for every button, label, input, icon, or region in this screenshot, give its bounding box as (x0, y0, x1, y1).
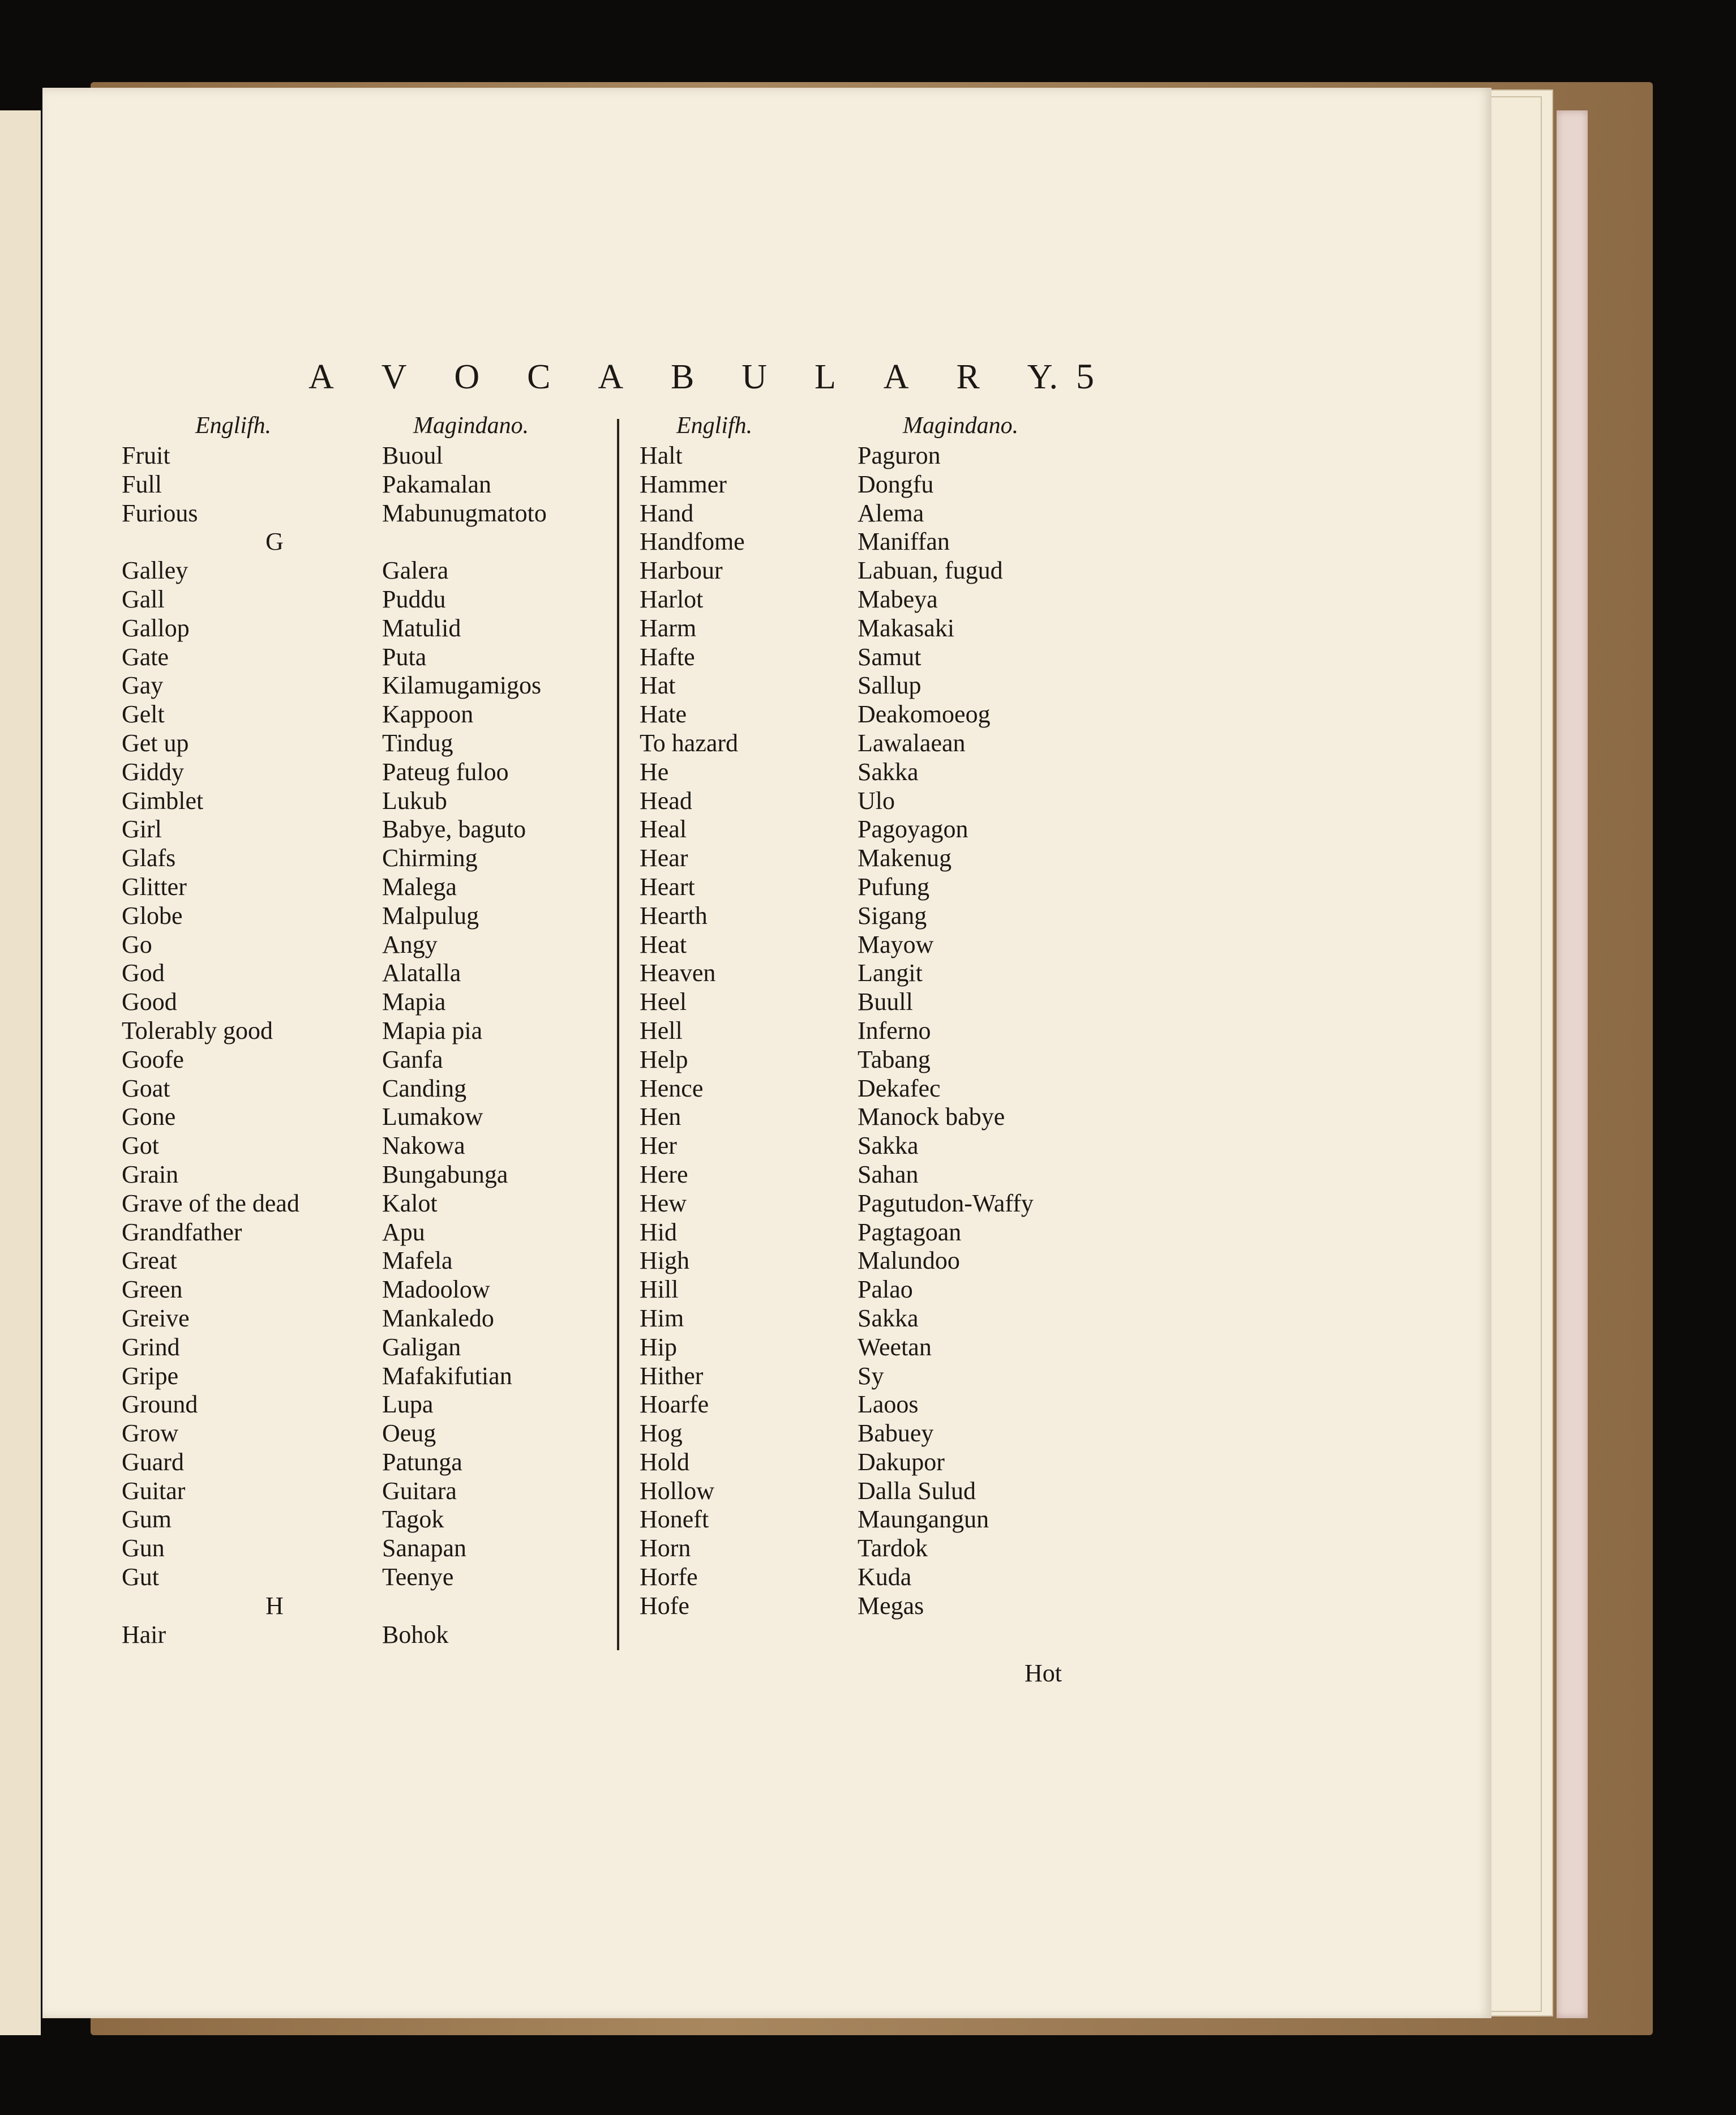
right-magindano-heading: Magindano. (903, 413, 1019, 439)
vocabulary-entry (0, 499, 1132, 528)
english-word: Hip (640, 1333, 677, 1361)
magindano-word: Nakowa (382, 1132, 465, 1160)
magindano-word: Makenug (858, 844, 952, 872)
title-letter: V (381, 358, 408, 396)
english-word: Great (122, 1247, 177, 1275)
english-word: Honeft (640, 1505, 709, 1534)
vocabulary-entry (0, 643, 1132, 672)
english-word: Horn (640, 1534, 691, 1562)
english-word: Heal (640, 815, 687, 844)
right-english-heading: Englifh. (676, 413, 753, 439)
english-word: He (640, 757, 669, 786)
english-word: Harm (640, 614, 697, 642)
magindano-word: Pufung (858, 872, 930, 901)
magindano-word: Sakka (858, 1304, 919, 1332)
magindano-word: Labuan, fugud (858, 556, 1003, 585)
magindano-word: Buoul (382, 442, 443, 469)
marbled-endpaper (1557, 110, 1588, 2018)
vocabulary-entry (0, 815, 1132, 844)
english-word: Get up (122, 729, 189, 757)
english-word: Grandfather (122, 1218, 242, 1246)
vocabulary-entry (0, 671, 1132, 700)
magindano-word: Galera (382, 556, 449, 585)
magindano-word: Dongfu (858, 470, 934, 498)
magindano-word: Kuda (858, 1563, 912, 1591)
magindano-word: Malega (382, 872, 457, 901)
magindano-word: Madoolow (382, 1275, 490, 1304)
english-word: Handfome (640, 528, 745, 556)
english-word: Hew (640, 1189, 687, 1217)
english-word: Guard (122, 1448, 184, 1476)
vocabulary-entry (0, 585, 1132, 614)
title-letter: A (883, 358, 910, 396)
magindano-word: Manock babye (858, 1103, 1005, 1131)
english-word: Hate (640, 700, 687, 729)
english-word: Glitter (122, 872, 187, 901)
english-word: Gallop (122, 614, 190, 642)
magindano-word: Tindug (382, 729, 453, 757)
english-word: Heel (640, 988, 687, 1016)
english-word: Full (122, 470, 162, 498)
magindano-word: Lupa (382, 1390, 434, 1419)
magindano-word: Makasaki (858, 614, 955, 642)
vocabulary-entry (0, 988, 1132, 1017)
english-word: High (640, 1247, 689, 1275)
magindano-word: Angy (382, 930, 438, 958)
magindano-word: Mafakifutian (382, 1362, 512, 1390)
magindano-word: Patunga (382, 1448, 462, 1476)
english-word: Grain (122, 1160, 179, 1188)
english-word: Hell (640, 1016, 683, 1044)
english-word: Gripe (122, 1362, 179, 1390)
magindano-word: Ulo (858, 786, 895, 815)
magindano-word: Palao (858, 1275, 913, 1304)
vocabulary-entry (0, 1161, 1132, 1189)
magindano-word: Weetan (858, 1333, 932, 1361)
vocabulary-entry (0, 1218, 1132, 1247)
english-word: Gay (122, 671, 164, 700)
magindano-word: Ganfa (382, 1045, 443, 1073)
title-letter: A (598, 358, 625, 396)
title-letter: Y. (1027, 358, 1059, 396)
magindano-word: Deakomoeog (858, 700, 991, 729)
magindano-word: Dekafec (858, 1074, 941, 1102)
running-header (308, 356, 1095, 397)
title-letter: L (814, 358, 837, 396)
magindano-word: Mapia (382, 988, 446, 1016)
magindano-word: Mabunugmatoto (382, 499, 547, 527)
magindano-word: Sy (858, 1362, 884, 1390)
magindano-word: Mankaledo (382, 1304, 494, 1332)
vocabulary-entry (0, 614, 1132, 643)
english-word: Hither (640, 1362, 704, 1390)
english-word: Fruit (122, 442, 170, 469)
magindano-word: Lukub (382, 786, 447, 815)
english-word: Hog (640, 1419, 683, 1448)
vocabulary-entry (0, 902, 1132, 931)
magindano-word: Tardok (858, 1534, 928, 1562)
vocabulary-entry (0, 442, 1132, 470)
magindano-word: Apu (382, 1218, 425, 1246)
english-word: Hat (640, 671, 676, 700)
magindano-word: Guitara (382, 1476, 457, 1505)
magindano-word: Maungangun (858, 1505, 989, 1534)
english-word: Giddy (122, 757, 184, 786)
english-word: Green (122, 1275, 183, 1304)
vocabulary-entry (0, 470, 1132, 499)
english-word: Here (640, 1160, 688, 1188)
english-word: Hear (640, 844, 688, 872)
vocabulary-entry (0, 1592, 1132, 1621)
magindano-word: Chirming (382, 844, 478, 872)
vocabulary-entry (0, 1505, 1132, 1534)
english-word: Guitar (122, 1476, 186, 1505)
english-word: Halt (640, 442, 683, 469)
magindano-word: Mapia pia (382, 1016, 483, 1044)
english-word: Help (640, 1045, 688, 1073)
section-letter-text: H (265, 1591, 284, 1620)
english-word: Gall (122, 585, 165, 613)
english-word: Hofe (640, 1591, 689, 1620)
english-word: Hollow (640, 1476, 714, 1505)
vocabulary-entry (0, 528, 1132, 556)
english-word: Her (640, 1132, 677, 1160)
title-letter: U (741, 358, 769, 396)
vocabulary-entry (0, 873, 1132, 902)
vocabulary-entry (0, 1419, 1132, 1448)
right-vocabulary-column (0, 442, 1132, 1621)
english-word: Hid (640, 1218, 677, 1246)
english-word: Grave of the dead (122, 1189, 299, 1217)
magindano-word: Pateug fuloo (382, 757, 509, 786)
magindano-word: Mayow (858, 930, 934, 958)
english-word: Globe (122, 901, 183, 930)
english-word: Gut (122, 1563, 159, 1591)
english-word: Greive (122, 1304, 190, 1332)
vocabulary-entry (0, 959, 1132, 988)
english-word: Go (122, 930, 152, 958)
left-english-heading: Englifh. (195, 413, 272, 439)
magindano-word: Inferno (858, 1016, 931, 1044)
english-word: Grind (122, 1333, 180, 1361)
english-word: Gimblet (122, 786, 204, 815)
english-word: Galley (122, 556, 188, 585)
page-title (308, 357, 1076, 397)
magindano-word: Tabang (858, 1045, 931, 1073)
vocabulary-entry (0, 1046, 1132, 1074)
magindano-word: Mabeya (858, 585, 938, 613)
english-word: Girl (122, 815, 162, 844)
english-word: Hand (640, 499, 694, 527)
english-word: Hammer (640, 470, 727, 498)
english-word: To hazard (640, 729, 739, 757)
vocabulary-entry (0, 1132, 1132, 1161)
english-word: Good (122, 988, 177, 1016)
magindano-word: Dalla Sulud (858, 1476, 976, 1505)
english-word: Heat (640, 930, 687, 958)
vocabulary-entry (0, 787, 1132, 816)
english-word: Hoarfe (640, 1390, 709, 1419)
english-word: Gelt (122, 700, 165, 729)
vocabulary-entry (0, 1534, 1132, 1563)
english-word: Grow (122, 1419, 179, 1448)
magindano-word: Tagok (382, 1505, 444, 1534)
vocabulary-entry (0, 1017, 1132, 1046)
magindano-word: Dakupor (858, 1448, 945, 1476)
english-word: Him (640, 1304, 684, 1332)
vocabulary-entry (0, 1074, 1132, 1103)
magindano-word: Sanapan (382, 1534, 467, 1562)
magindano-word: Galigan (382, 1333, 461, 1361)
vocabulary-entry (0, 758, 1132, 787)
catchword: Hot (1025, 1659, 1062, 1687)
english-word: Hold (640, 1448, 689, 1476)
magindano-word: Puddu (382, 585, 446, 613)
vocabulary-entry (0, 1275, 1132, 1304)
magindano-word: Pagoyagon (858, 815, 968, 844)
english-word: Hill (640, 1275, 679, 1304)
vocabulary-entry (0, 1563, 1132, 1592)
title-letter: C (527, 358, 552, 396)
vocabulary-entry (0, 1103, 1132, 1132)
magindano-word: Canding (382, 1074, 467, 1102)
magindano-word: Bungabunga (382, 1160, 508, 1188)
vocabulary-entry (0, 1304, 1132, 1333)
title-letter: O (454, 358, 481, 396)
vocabulary-entry (0, 1621, 617, 1650)
english-word: Goofe (122, 1045, 184, 1073)
english-word: Goat (122, 1074, 170, 1102)
magindano-word: Sakka (858, 757, 919, 786)
magindano-word: Pakamalan (382, 470, 492, 498)
magindano-word: Laoos (858, 1390, 919, 1419)
magindano-word: Pagtagoan (858, 1218, 962, 1246)
vocabulary-entry (0, 1362, 1132, 1391)
magindano-word: Sallup (858, 671, 921, 700)
english-word: Gun (122, 1534, 165, 1562)
section-letter-text: G (265, 528, 284, 556)
vocabulary-entry (0, 1189, 1132, 1218)
vocabulary-entry (0, 1477, 1132, 1506)
magindano-word: Babuey (858, 1419, 934, 1448)
magindano-word: Malpulug (382, 901, 479, 930)
english-word: Got (122, 1132, 159, 1160)
english-word: Furious (122, 499, 198, 527)
vocabulary-entry (0, 844, 1132, 873)
magindano-word: Lawalaean (858, 729, 966, 757)
english-word: Hafte (640, 643, 695, 671)
magindano-word: Bohok (382, 1620, 449, 1649)
english-word: Tolerably good (122, 1016, 273, 1044)
vocabulary-entry (0, 700, 1132, 729)
vocabulary-entry (0, 1247, 1132, 1275)
vocabulary-entry (0, 1448, 1132, 1477)
magindano-word: Matulid (382, 614, 461, 642)
title-letter: B (671, 358, 696, 396)
magindano-word: Sahan (858, 1160, 919, 1188)
magindano-word: Megas (858, 1591, 924, 1620)
english-word: Heaven (640, 959, 716, 987)
english-word: Horfe (640, 1563, 698, 1591)
english-word: Heart (640, 872, 695, 901)
vocabulary-entry (0, 931, 1132, 960)
magindano-word: Babye, baguto (382, 815, 526, 844)
english-word: Hair (122, 1620, 166, 1649)
magindano-word: Maniffan (858, 528, 950, 556)
magindano-word: Malundoo (858, 1247, 960, 1275)
magindano-word: Kalot (382, 1189, 438, 1217)
english-word: Hence (640, 1074, 704, 1102)
page-number: 5 (1076, 356, 1095, 396)
magindano-word: Lumakow (382, 1103, 483, 1131)
english-word: Gone (122, 1103, 176, 1131)
title-letter: A (308, 358, 335, 396)
magindano-word: Puta (382, 643, 427, 671)
vocabulary-entry (0, 1390, 1132, 1419)
english-word: Gum (122, 1505, 172, 1534)
magindano-word: Pagutudon-Waffy (858, 1189, 1034, 1217)
english-word: Harlot (640, 585, 704, 613)
magindano-word: Langit (858, 959, 923, 987)
magindano-word: Buull (858, 988, 913, 1016)
english-word: Harbour (640, 556, 723, 585)
english-word: Gate (122, 643, 169, 671)
english-word: Glafs (122, 844, 176, 872)
english-word: Hearth (640, 901, 708, 930)
title-letter: R (956, 358, 981, 396)
vocabulary-entry (0, 1333, 1132, 1362)
magindano-word: Mafela (382, 1247, 453, 1275)
magindano-word: Paguron (858, 442, 941, 469)
english-word: Head (640, 786, 692, 815)
magindano-word: Oeug (382, 1419, 436, 1448)
english-word: God (122, 959, 165, 987)
english-word: Hen (640, 1103, 681, 1131)
magindano-word: Alatalla (382, 959, 461, 987)
magindano-word: Teenye (382, 1563, 454, 1591)
english-word: Ground (122, 1390, 198, 1419)
vocabulary-entry (0, 729, 1132, 758)
magindano-word: Sigang (858, 901, 927, 930)
magindano-word: Kilamugamigos (382, 671, 542, 700)
magindano-word: Alema (858, 499, 924, 527)
magindano-word: Sakka (858, 1132, 919, 1160)
magindano-word: Kappoon (382, 700, 474, 729)
vocabulary-entry (0, 556, 1132, 585)
magindano-word: Samut (858, 643, 921, 671)
left-magindano-heading: Magindano. (413, 413, 529, 439)
